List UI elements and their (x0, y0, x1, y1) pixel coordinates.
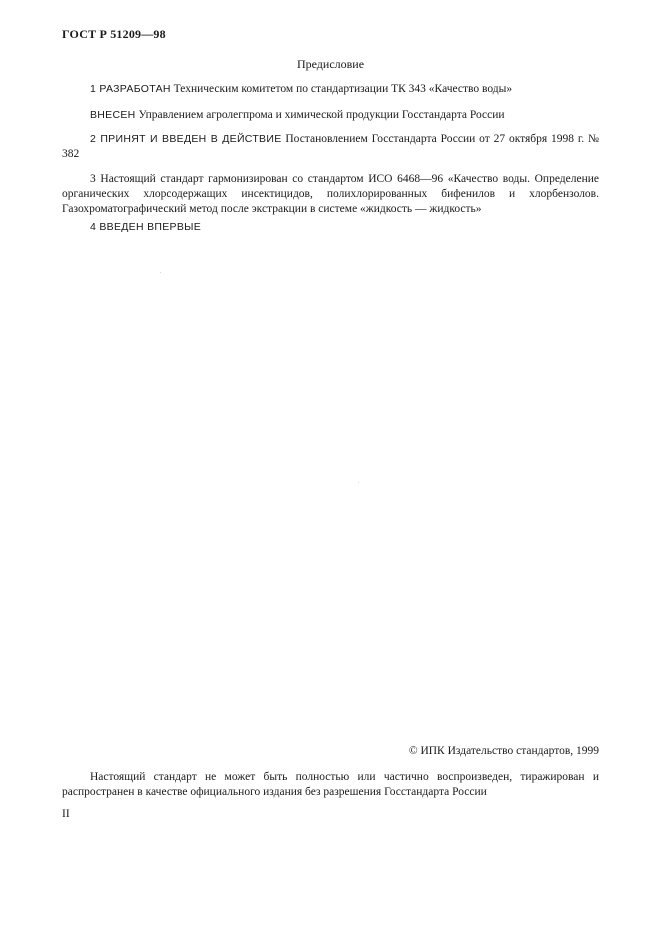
foreword-item-3: 3 Настоящий стандарт гармонизирован со стандартом ИСО 6468—96 «Качество воды. Определение органических хлорсодержащих инсектицидов, полихлорированных бифенилов и хлорбензолов. Газохроматографический метод после экстракции в системе «жидкость — жидкость» (62, 173, 599, 215)
item-1b-text: Управлением агролегпрома и химической продукции Госстандарта России (135, 109, 505, 121)
foreword-item-4 (62, 220, 599, 235)
item-2-text: Постановлением Госстандарта России от 27 октября 1998 г. № 382 (62, 133, 600, 160)
item-4-caps: 4 ВВЕДЕН ВПЕРВЫЕ (90, 221, 202, 233)
foreword-title: Предисловие (296, 57, 365, 71)
page-number: II (62, 808, 70, 820)
item-1-text: Техническим комитетом по стандартизации ТК 343 «Качество воды» (170, 83, 513, 95)
scan-speck (358, 482, 359, 483)
foreword-item-1 (62, 82, 599, 97)
item-1b-caps: ВНЕСЕН (90, 109, 136, 121)
document-code-header: ГОСТ Р 51209—98 (62, 27, 166, 41)
scan-speck (160, 272, 161, 273)
foreword-item-2 (62, 132, 599, 162)
foreword-item-1b (62, 108, 599, 123)
reproduction-notice: Настоящий стандарт не может быть полностью или частично воспроизведен, тиражирован и распространен в качестве официального издания без разрешения Госстандарта России (62, 771, 599, 798)
copyright-line: © ИПК Издательство стандартов, 1999 (408, 745, 599, 757)
item-2-caps: 2 ПРИНЯТ И ВВЕДЕН В ДЕЙСТВИЕ (90, 133, 282, 145)
item-1-caps: 1 РАЗРАБОТАН (90, 83, 171, 95)
